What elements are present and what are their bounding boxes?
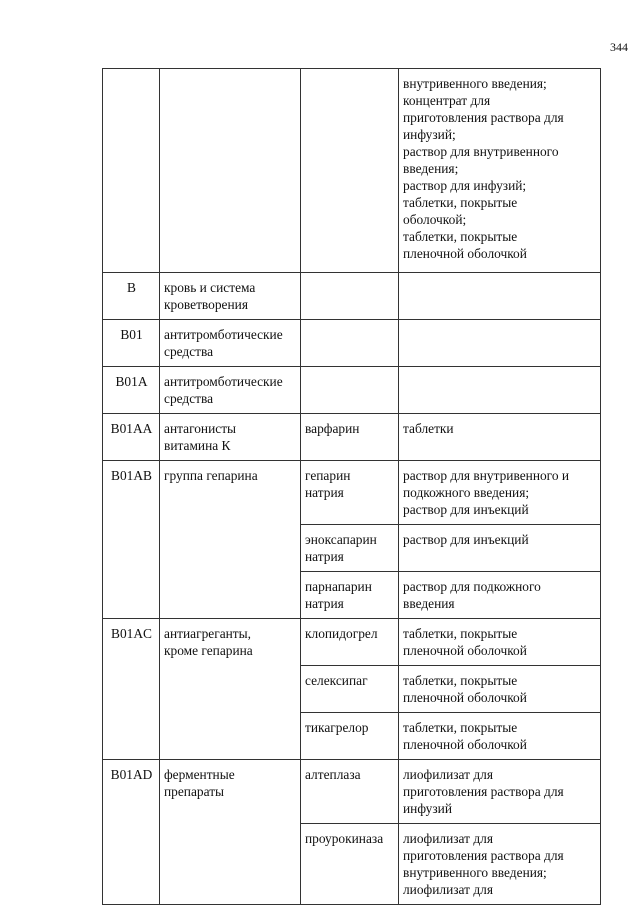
drug-cell [301, 713, 399, 760]
form-line: подкожного введения; [403, 485, 530, 500]
group-cell [160, 414, 301, 461]
table-row [103, 760, 601, 824]
group-line: антитромботические [164, 374, 283, 389]
group-cell [160, 461, 301, 619]
table-row [103, 320, 601, 367]
drug-name: парнапарин [305, 579, 372, 594]
form-line: инфузий; [403, 127, 456, 142]
form-line: концентрат для [403, 93, 491, 108]
form-line: раствор для внутривенного и [403, 468, 570, 483]
drug-cell [301, 666, 399, 713]
drug-cell [301, 69, 399, 273]
group-line: препараты [164, 784, 225, 799]
form-line: приготовления раствора для [403, 848, 564, 863]
drug-table [102, 68, 601, 905]
group-line: антиагреганты, [164, 626, 251, 641]
form-line: приготовления раствора для [403, 110, 564, 125]
drug-name: тикагрелор [305, 720, 369, 735]
form-line: раствор для подкожного [403, 579, 541, 594]
drug-name: клопидогрел [305, 626, 378, 641]
form-cell [399, 572, 601, 619]
table-row [103, 461, 601, 525]
table-row [103, 69, 601, 273]
form-cell [399, 619, 601, 666]
page-number: 344 [610, 40, 628, 54]
form-line: оболочкой; [403, 212, 467, 227]
form-line: внутривенного введения; [403, 76, 547, 91]
group-line: витамина К [164, 438, 231, 453]
code-cell: B01AC [103, 619, 160, 760]
drug-cell [301, 824, 399, 905]
group-line: средства [164, 391, 214, 406]
drug-cell [301, 367, 399, 414]
form-cell [399, 824, 601, 905]
form-line: пленочной оболочкой [403, 690, 527, 705]
drug-name: алтеплаза [305, 767, 361, 782]
drug-cell [301, 760, 399, 824]
group-cell [160, 367, 301, 414]
drug-name: натрия [305, 485, 344, 500]
group-line: антагонисты [164, 421, 237, 436]
form-line: приготовления раствора для [403, 784, 564, 799]
group-cell [160, 273, 301, 320]
form-line: раствор для инфузий; [403, 178, 527, 193]
form-line: лиофилизат для [403, 767, 493, 782]
code-cell [103, 69, 160, 273]
drug-name: натрия [305, 596, 344, 611]
form-line: таблетки, покрытые [403, 229, 518, 244]
drug-cell [301, 320, 399, 367]
form-line: пленочной оболочкой [403, 643, 527, 658]
form-cell [399, 320, 601, 367]
code-cell: B01AA [103, 414, 160, 461]
group-line: кроме гепарина [164, 643, 253, 658]
form-cell [399, 414, 601, 461]
form-line: таблетки, покрытые [403, 720, 518, 735]
form-line: введения; [403, 161, 459, 176]
drug-cell [301, 572, 399, 619]
code-cell: B01 [103, 320, 160, 367]
form-line: таблетки, покрытые [403, 673, 518, 688]
drug-cell [301, 273, 399, 320]
form-cell [399, 713, 601, 760]
form-cell [399, 367, 601, 414]
form-line: таблетки, покрытые [403, 195, 518, 210]
form-line: раствор для инъекций [403, 532, 529, 547]
form-cell [399, 461, 601, 525]
form-cell [399, 760, 601, 824]
code-cell: B01AD [103, 760, 160, 905]
form-line: раствор для инъекций [403, 502, 529, 517]
group-cell [160, 619, 301, 760]
group-line: средства [164, 344, 214, 359]
group-cell [160, 760, 301, 905]
form-cell [399, 69, 601, 273]
table-row [103, 414, 601, 461]
table-row [103, 273, 601, 320]
group-cell [160, 69, 301, 273]
drug-name: варфарин [305, 421, 360, 436]
group-line: кроветворения [164, 297, 248, 312]
group-line: группа гепарина [164, 468, 258, 483]
drug-name: эноксапарин [305, 532, 377, 547]
form-line: инфузий [403, 801, 452, 816]
form-line: раствор для внутривенного [403, 144, 559, 159]
form-line: лиофилизат для [403, 882, 493, 897]
drug-cell [301, 461, 399, 525]
group-line: антитромботические [164, 327, 283, 342]
form-line: лиофилизат для [403, 831, 493, 846]
form-line: пленочной оболочкой [403, 246, 527, 261]
group-line: кровь и система [164, 280, 256, 295]
form-line: таблетки [403, 421, 454, 436]
drug-cell [301, 619, 399, 666]
code-cell: B01A [103, 367, 160, 414]
table-row [103, 367, 601, 414]
form-line: пленочной оболочкой [403, 737, 527, 752]
table-row [103, 619, 601, 666]
code-cell: B [103, 273, 160, 320]
group-cell [160, 320, 301, 367]
drug-cell [301, 525, 399, 572]
drug-name: проурокиназа [305, 831, 384, 846]
drug-cell [301, 414, 399, 461]
drug-name: натрия [305, 549, 344, 564]
drug-name: гепарин [305, 468, 351, 483]
form-cell [399, 666, 601, 713]
code-cell: B01AB [103, 461, 160, 619]
group-line: ферментные [164, 767, 235, 782]
drug-name: селексипаг [305, 673, 368, 688]
form-cell [399, 525, 601, 572]
form-line: таблетки, покрытые [403, 626, 518, 641]
form-line: введения [403, 596, 455, 611]
form-line: внутривенного введения; [403, 865, 547, 880]
form-cell [399, 273, 601, 320]
